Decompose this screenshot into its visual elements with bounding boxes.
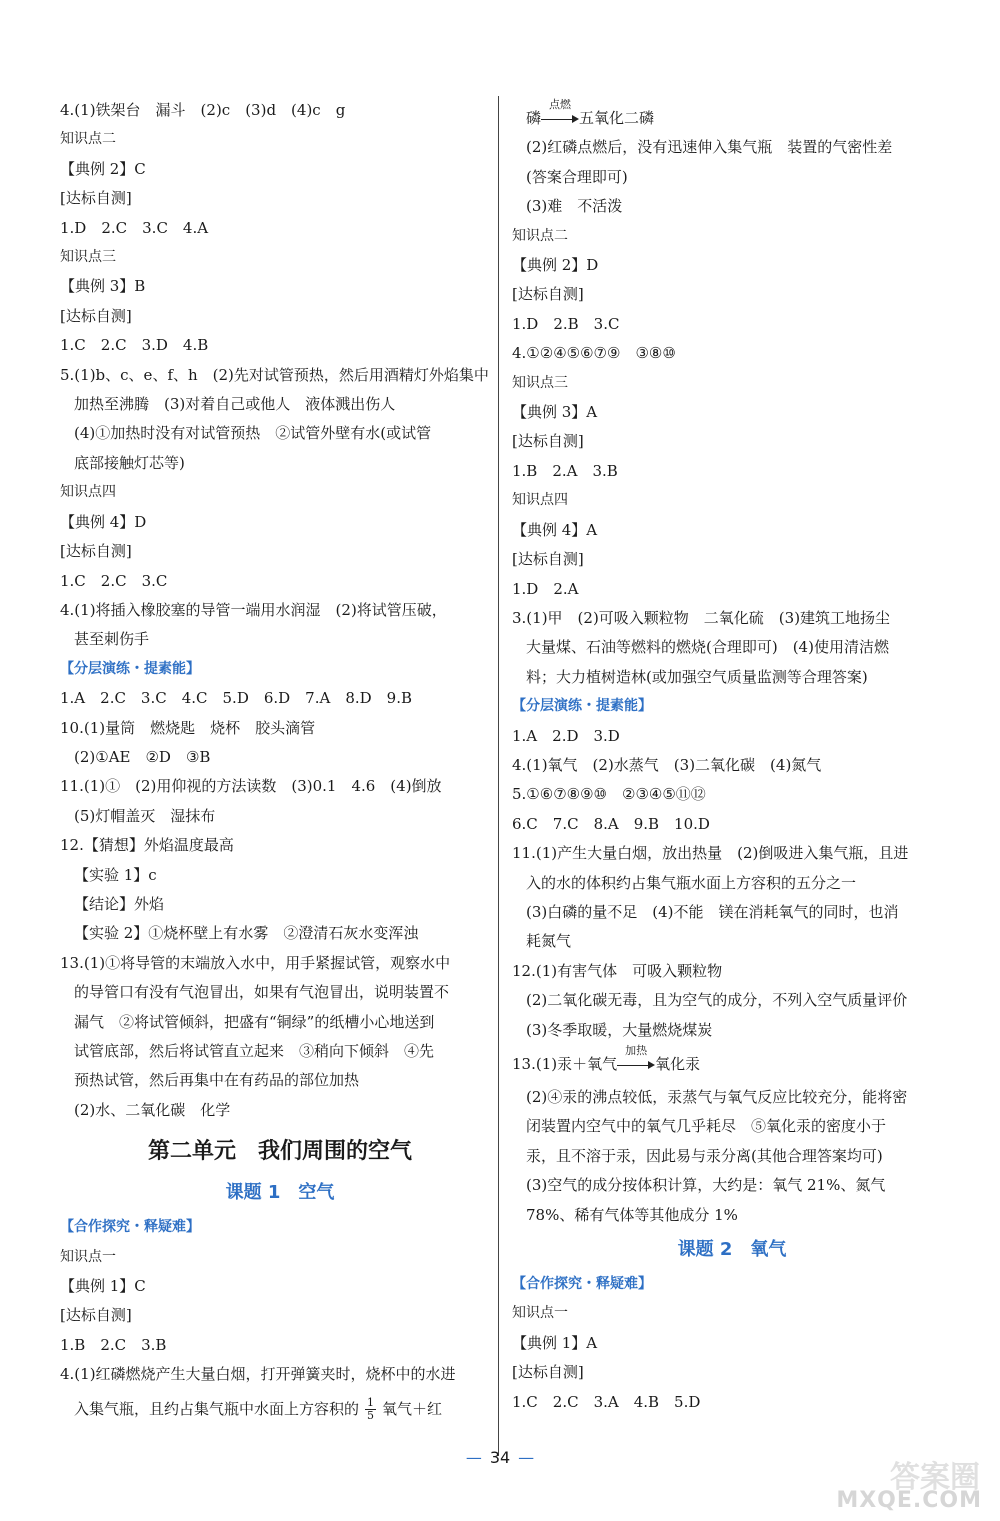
answer-line: 1.C 2.C 3.D 4.B xyxy=(60,336,209,355)
answer-line: (2)红磷点燃后，没有迅速伸入集气瓶 装置的气密性差 xyxy=(526,138,893,157)
self-test-heading: [达标自测] xyxy=(512,432,584,451)
answer-line: (3)冬季取暖，大量燃烧煤炭 xyxy=(526,1020,713,1039)
section-heading: 知识点一 xyxy=(512,1305,568,1322)
section-heading: 知识点四 xyxy=(60,484,116,501)
answer-line: 12.【猜想】外焰温度最高 xyxy=(60,836,234,855)
answer-line: 6.C 7.C 8.A 9.B 10.D xyxy=(512,814,710,833)
answer-line: 11.(1)① (2)用仰视的方法读数 (3)0.1 4.6 (4)倒放 xyxy=(60,777,442,796)
lesson-number: 课题 2 xyxy=(677,1239,733,1261)
answer-line: 4.(1)氧气 (2)水蒸气 (3)二氧化碳 (4)氮气 xyxy=(512,755,822,774)
answer-line: (5)灯帽盖灭 湿抹布 xyxy=(74,806,216,825)
right-column xyxy=(512,98,952,1417)
answer-line: 13.(1)①将导管的末端放入水中，用手紧握试管，观察水中 xyxy=(60,953,451,972)
answer-line: (2)水、二氧化碳 化学 xyxy=(74,1100,231,1119)
reaction-arrow-icon: 加热 xyxy=(617,1060,655,1070)
answer-line: 1.B 2.C 3.B xyxy=(60,1335,167,1354)
section-heading: 知识点一 xyxy=(60,1248,116,1265)
answer-line: (3)难 不活泼 xyxy=(526,197,623,216)
example-answer: 【典例 4】A xyxy=(512,520,598,539)
answer-line: 入的水的体积约占集气瓶水面上方容积的五分之一 xyxy=(526,873,857,892)
answer-line: 1.C 2.C 3.C xyxy=(60,571,168,590)
answer-line: 【实验 1】c xyxy=(74,865,157,884)
answer-line: 汞，且不溶于汞，因此易与汞分离(其他合理答案均可) xyxy=(526,1146,883,1165)
answer-line: (2)④汞的沸点较低，汞蒸气与氧气反应比较充分，能将密 xyxy=(526,1088,908,1106)
answer-line: (3)空气的成分按体积计算，大约是：氧气 21%、氮气 xyxy=(526,1176,886,1195)
self-test-heading: [达标自测] xyxy=(60,306,132,325)
reaction-arrow-icon: 点燃 xyxy=(541,114,579,124)
watermark-logo: 答案圈 xyxy=(890,1460,980,1495)
answer-line: 预热试管，然后再集中在有药品的部位加热 xyxy=(74,1071,360,1090)
answer-line: 闭装置内空气中的氧气几乎耗尽 ⑤氧化汞的密度小于 xyxy=(526,1117,887,1136)
answer-line: 4.①②④⑤⑥⑦⑨ ③⑧⑩ xyxy=(512,344,676,363)
answer-line: 耗氮气 xyxy=(526,932,572,951)
unit-title: 第二单元 我们周围的空气 xyxy=(147,1139,412,1165)
self-test-heading: [达标自测] xyxy=(512,1363,584,1382)
reaction-equation: 磷 点燃 五氧化二磷 xyxy=(526,98,655,127)
answer-line: 试管底部，然后将试管直立起来 ③稍向下倾斜 ④先 xyxy=(74,1042,435,1060)
answer-line: 1.B 2.A 3.B xyxy=(512,461,618,480)
section-heading: 知识点三 xyxy=(60,249,116,266)
example-answer: 【典例 2】C xyxy=(60,159,146,178)
self-test-heading: [达标自测] xyxy=(60,542,132,561)
answer-line: 12.(1)有害气体 可吸入颗粒物 xyxy=(512,961,723,980)
answer-line: 1.A 2.D 3.D xyxy=(512,726,620,745)
answer-line: 1.C 2.C 3.A 4.B 5.D xyxy=(512,1392,701,1411)
self-test-heading: [达标自测] xyxy=(512,550,584,569)
answer-line: 5.①⑥⑦⑧⑨⑩ ②③④⑤⑪⑫ xyxy=(512,785,706,804)
example-answer: 【典例 1】C xyxy=(60,1277,146,1296)
answer-line: 78%、稀有气体等其他成分 1% xyxy=(526,1205,738,1224)
page-number: — 34 — xyxy=(465,1448,535,1467)
practice-heading: 【分层演练・提素能】 xyxy=(60,660,200,677)
answer-line: (4)①加热时没有对试管预热 ②试管外壁有水(或试管 xyxy=(74,424,432,443)
example-answer: 【典例 3】A xyxy=(512,403,598,422)
answer-line: 4.(1)将插入橡胶塞的导管一端用水润湿 (2)将试管压破， xyxy=(60,600,447,619)
answer-line: 【实验 2】①烧杯壁上有水雾 ②澄清石灰水变浑浊 xyxy=(74,924,419,943)
answer-line: (2)①AE ②D ③B xyxy=(74,747,211,766)
example-answer: 【典例 2】D xyxy=(512,256,599,275)
left-column xyxy=(60,96,500,1428)
practice-heading: 【分层演练・提素能】 xyxy=(512,698,652,715)
lesson-name: 空气 xyxy=(298,1182,335,1204)
section-heading: 知识点二 xyxy=(512,227,568,244)
section-heading: 知识点二 xyxy=(60,131,116,148)
lesson-number: 课题 1 xyxy=(225,1182,281,1204)
answer-line: 【结论】外焰 xyxy=(74,894,165,913)
example-answer: 【典例 4】D xyxy=(60,512,147,531)
explore-heading: 【合作探究・释疑难】 xyxy=(60,1219,200,1236)
section-heading: 知识点三 xyxy=(512,374,568,391)
reaction-equation: 13.(1)汞＋氧气 加热 氧化汞 xyxy=(512,1044,701,1073)
answer-line: 的导管口有没有气泡冒出，如果有气泡冒出，说明装置不 xyxy=(74,983,450,1002)
self-test-heading: [达标自测] xyxy=(60,1306,132,1325)
self-test-heading: [达标自测] xyxy=(60,189,132,208)
answer-line: 底部接触灯芯等) xyxy=(74,453,185,472)
answer-line: 1.D 2.A xyxy=(512,579,579,598)
watermark-url: MXQE.COM xyxy=(836,1488,982,1513)
answer-line: 3.(1)甲 (2)可吸入颗粒物 二氧化硫 (3)建筑工地扬尘 xyxy=(512,608,891,627)
answer-line: 料；大力植树造林(或加强空气质量监测等合理答案) xyxy=(526,667,868,686)
answer-line: (3)白磷的量不足 (4)不能 镁在消耗氧气的同时，也消 xyxy=(526,902,899,921)
answer-line: 4.(1)红磷燃烧产生大量白烟，打开弹簧夹时，烧杯中的水进 xyxy=(60,1365,456,1384)
lesson-title xyxy=(60,1173,500,1213)
answer-line: 5.(1)b、c、e、f、h (2)先对试管预热，然后用酒精灯外焰集中 xyxy=(60,365,489,384)
answer-line-with-fraction: 入集气瓶，且约占集气瓶中水面上方容积的 $\frac{1}{5}$ 氧气＋红 xyxy=(74,1396,443,1423)
fraction: $\frac{1}{5}$ xyxy=(367,1396,375,1423)
answer-line: 10.(1)量筒 燃烧匙 烧杯 胶头滴管 xyxy=(60,718,316,737)
example-answer: 【典例 1】A xyxy=(512,1333,598,1352)
answer-line: 加热至沸腾 (3)对着自己或他人 液体溅出伤人 xyxy=(74,395,396,414)
section-heading: 知识点四 xyxy=(512,492,568,509)
answer-line: 漏气 ②将试管倾斜，把盛有“铜绿”的纸槽小心地送到 xyxy=(74,1012,435,1031)
answer-line: 大量煤、石油等燃料的燃烧(合理即可) (4)使用清洁燃 xyxy=(526,638,889,657)
explore-heading: 【合作探究・释疑难】 xyxy=(512,1276,652,1293)
answer-line: 甚至刺伤手 xyxy=(74,630,150,649)
example-answer: 【典例 3】B xyxy=(60,277,146,296)
lesson-title xyxy=(512,1230,952,1270)
answer-line: 4.(1)铁架台 漏斗 (2)c (3)d (4)c g xyxy=(60,101,346,119)
answer-line: 1.A 2.C 3.C 4.C 5.D 6.D 7.A 8.D 9.B xyxy=(60,689,413,708)
lesson-name: 氧气 xyxy=(750,1239,787,1261)
answer-line: 11.(1)产生大量白烟，放出热量 (2)倒吸进入集气瓶，且进 xyxy=(512,844,909,863)
answer-line: (2)二氧化碳无毒，且为空气的成分，不列入空气质量评价 xyxy=(526,991,908,1010)
answer-line: 1.D 2.B 3.C xyxy=(512,314,620,333)
answer-line: 1.D 2.C 3.C 4.A xyxy=(60,218,209,237)
self-test-heading: [达标自测] xyxy=(512,285,584,304)
answer-line: (答案合理即可) xyxy=(526,167,628,186)
